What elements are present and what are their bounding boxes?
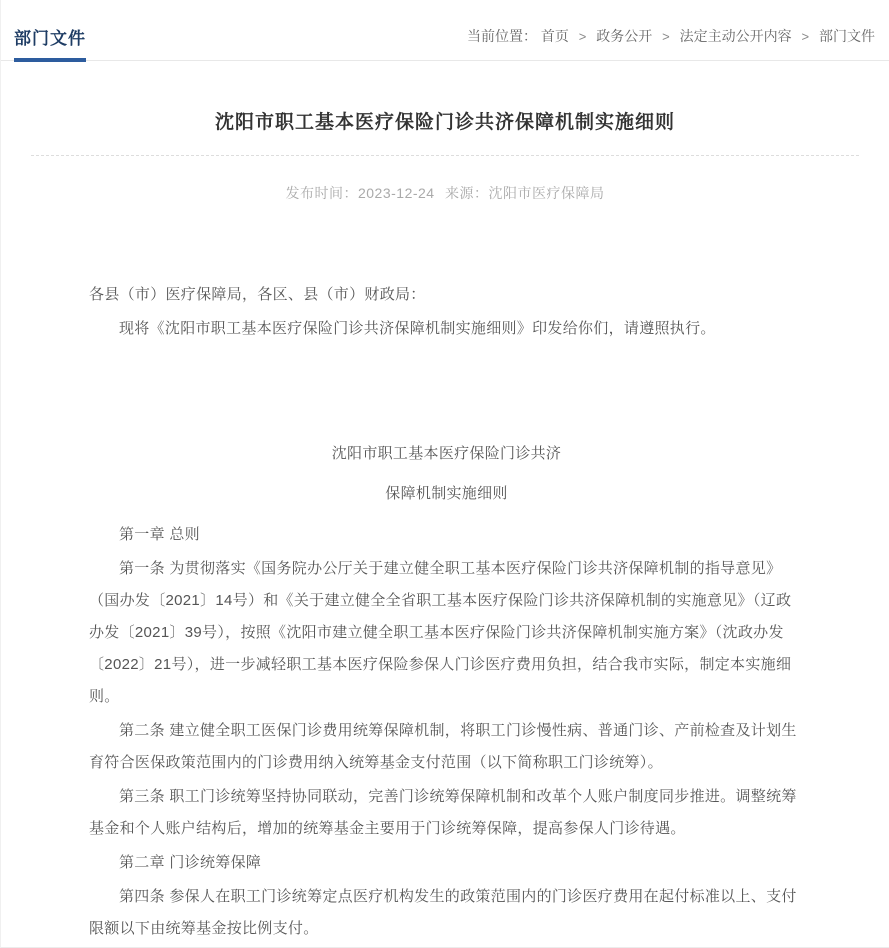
breadcrumb-item-home[interactable]: 首页: [540, 28, 569, 44]
document-title-block: [89, 435, 804, 513]
publish-time-label: 发布时间：: [285, 185, 358, 201]
document-title-line1: 沈阳市职工基本医疗保险门诊共济: [331, 445, 562, 462]
chapter-heading-2: 第二章 门诊统筹保障: [119, 854, 262, 871]
chapter-heading-1: 第一章 总则: [119, 526, 200, 543]
breadcrumb-item-statutory-disclosure[interactable]: 法定主动公开内容: [679, 28, 792, 44]
salutation-line: 各县（市）医疗保障局，各区、县（市）财政局：: [89, 286, 426, 303]
article-meta: [1, 183, 889, 203]
article: [1, 107, 889, 945]
breadcrumb-item-current: 部门文件: [819, 28, 875, 44]
title-divider: [31, 155, 859, 156]
page-header: [1, 0, 889, 61]
breadcrumb-separator: >: [662, 29, 670, 44]
document-title-line2: 保障机制实施细则: [385, 485, 508, 502]
article-paragraph: 第四条 参保人在职工门诊统筹定点医疗机构发生的政策范围内的门诊医疗费用在起付标准以上、支付限额以下由统筹基金按比例支付。: [89, 888, 797, 937]
breadcrumb-label: 当前位置：: [466, 28, 537, 44]
source-value: 沈阳市医疗保障局: [488, 185, 605, 201]
publish-time-value: 2023-12-24: [357, 185, 435, 201]
section-title: 部门文件: [14, 24, 86, 62]
article-title: 沈阳市职工基本医疗保险门诊共济保障机制实施细则: [214, 112, 675, 133]
breadcrumb: [467, 26, 875, 60]
article-body: [89, 279, 804, 945]
intro-paragraph: 现将《沈阳市职工基本医疗保险门诊共济保障机制实施细则》印发给你们，请遵照执行。: [119, 320, 716, 337]
breadcrumb-separator: >: [578, 29, 587, 44]
article-paragraph: 第一条 为贯彻落实《国务院办公厅关于建立健全职工基本医疗保险门诊共济保障机制的指导意见》（国办发〔2021〕14号）和《关于建立健全全省职工基本医疗保险门诊共济保障机制的实施意见》（辽政办发〔2021〕39号），按照《沈阳市建立健全职工基本医疗保险门诊共济保障机制实施方案》（沈政办发〔2022〕21号），进一步减轻职工基本医疗保险参保人门诊医疗费用负担，结合我市实际，制定本实施细则。: [89, 560, 792, 705]
article-paragraph: 第二条 建立健全职工医保门诊费用统筹保障机制，将职工门诊慢性病、普通门诊、产前检查及计划生育符合医保政策范围内的门诊费用纳入统筹基金支付范围（以下简称职工门诊统筹）。: [89, 722, 797, 771]
article-paragraph: 第三条 职工门诊统筹坚持协同联动，完善门诊统筹保障机制和改革个人账户制度同步推进。调整统筹基金和个人账户结构后，增加的统筹基金主要用于门诊统筹保障，提高参保人门诊待遇。: [89, 788, 797, 837]
breadcrumb-item-gov-affairs[interactable]: 政务公开: [596, 28, 653, 44]
breadcrumb-separator: >: [801, 29, 810, 44]
source-label: 来源：: [445, 185, 489, 201]
